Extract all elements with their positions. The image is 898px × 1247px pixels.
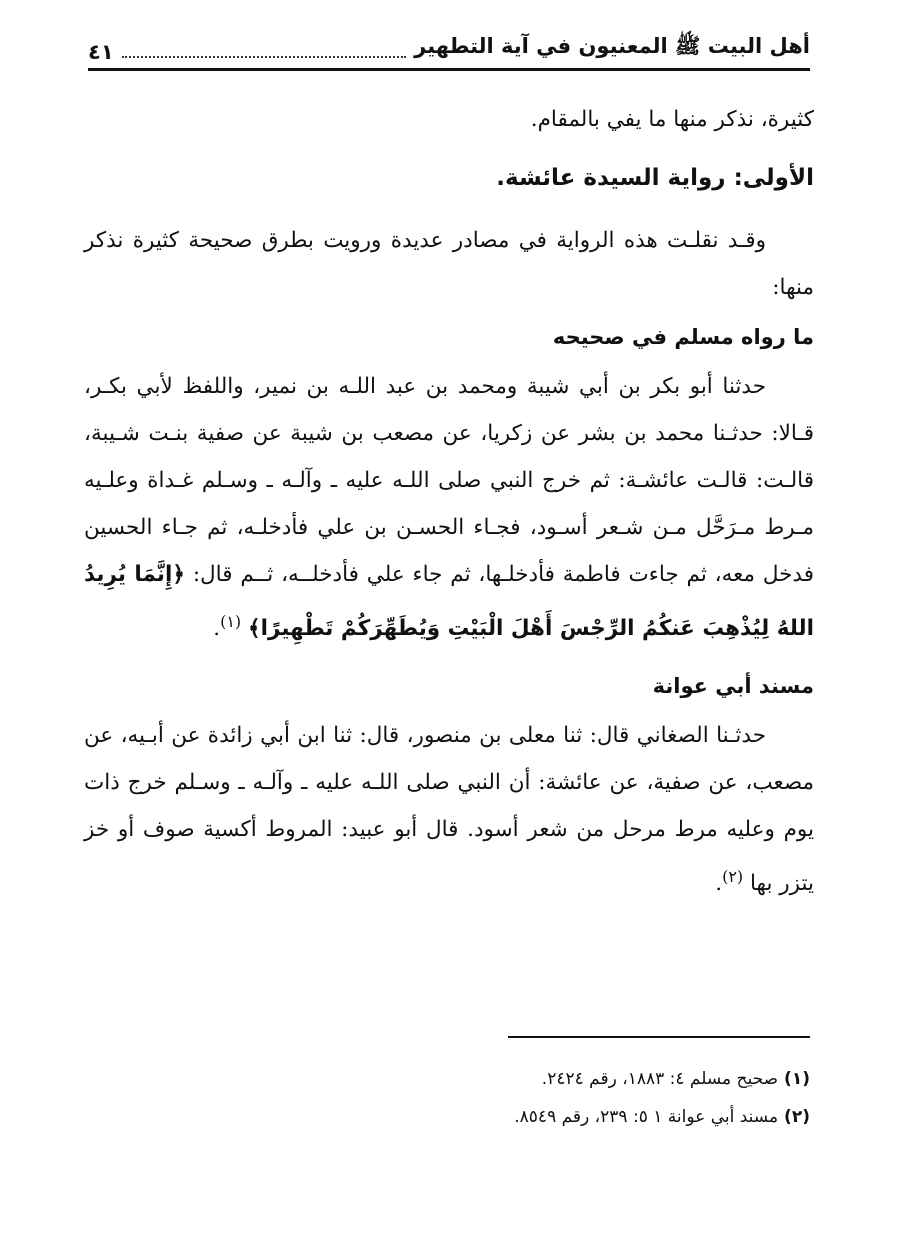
footnote [84, 1100, 810, 1134]
subheading-abu-awana: مسند أبي عوانة [652, 674, 814, 699]
footnote-separator [508, 1036, 810, 1038]
sentence-end: . [213, 616, 221, 642]
intro-line: كثيرة، نذكر منها ما يفي بالمقام. [530, 107, 814, 132]
hadith-text: حدثـنا الصغاني قال: ثنا معلى بن منصور، قال: ثنا ابن أبي زائدة عن أبـيه، عن مصعب، عن صفية، عن عائشة: أن النبي صلى اللـه عليه ـ وآلـه ـ وسـلم خرج ذات يوم وعليه مرط مرحل من شعر أسود. قال أبو عبيد: المروط أكسية صوف أو خز يتزر بها [84, 723, 814, 897]
footnotes [84, 1062, 810, 1138]
footnote [84, 1062, 810, 1096]
running-header [88, 30, 810, 71]
footnote-text: مسند أبي عوانة ١ ٥: ٢٣٩، رقم ٨٥٤٩. [514, 1107, 779, 1127]
footnote-number: (٢) [784, 1107, 810, 1127]
sentence-end: . [715, 871, 723, 897]
hadith-paragraph-abu-awana [84, 712, 814, 907]
section-heading-text: رواية السيدة عائشة. [496, 165, 726, 191]
section-paragraph: وقـد نقلـت هذه الرواية في مصادر عديدة ورويت بطرق صحيحة كثيرة نذكر منها: [84, 228, 814, 300]
footnote-text: صحيح مسلم ٤: ١٨٨٣، رقم ٢٤٢٤. [541, 1069, 779, 1089]
footnote-ref-1: (١) [220, 612, 242, 631]
spacer [84, 652, 814, 660]
page-number: ٤١ [88, 40, 114, 64]
hadith-paragraph-muslim [84, 363, 814, 652]
footnote-ref-2: (٢) [722, 867, 744, 887]
footnote-number: (١) [784, 1069, 810, 1089]
hadith-text: حدثنا أبو بكر بن أبي شيبة ومحمد بن عبد اللـه بن نمير، واللفظ لأبي بكـر، قـالا: حدثـنا محمد بن بشر عن زكريا، عن مصعب بن شيبة عن صفية بنـت شـيبة، قالـت: قالـت عائشـة: ثم خرج النبي صلى اللـه عليه ـ وآلـه ـ وسـلم غـداة وعلـيه مـرط مـرَحَّل مـن شـعر أسـود، فجـاء الحسـن بن علي فأدخلـه، ثم جـاء الحسين فدخل معه، ثم جاءت فاطمة فأدخلـها، ثم جاء علي فأدخلــه، ثــم قال: [84, 374, 814, 587]
section-heading-label: الأولى: [733, 165, 814, 191]
subheading-muslim: ما رواه مسلم في صحيحه [552, 325, 814, 349]
header-dot-leader [122, 56, 406, 58]
section-heading [84, 149, 814, 207]
header-title: أهل البيت ﷺ المعنيون في آية التطهير [414, 34, 810, 58]
main-text [84, 96, 814, 907]
quran-verse: ﴿إِنَّمَا يُرِيدُ اللهُ لِيُذْهِبَ عَنكُمُ الرِّجْسَ أَهْلَ الْبَيْتِ وَيُطَهِّرَكُمْ تَطْهِيرًا﴾ [84, 562, 814, 642]
